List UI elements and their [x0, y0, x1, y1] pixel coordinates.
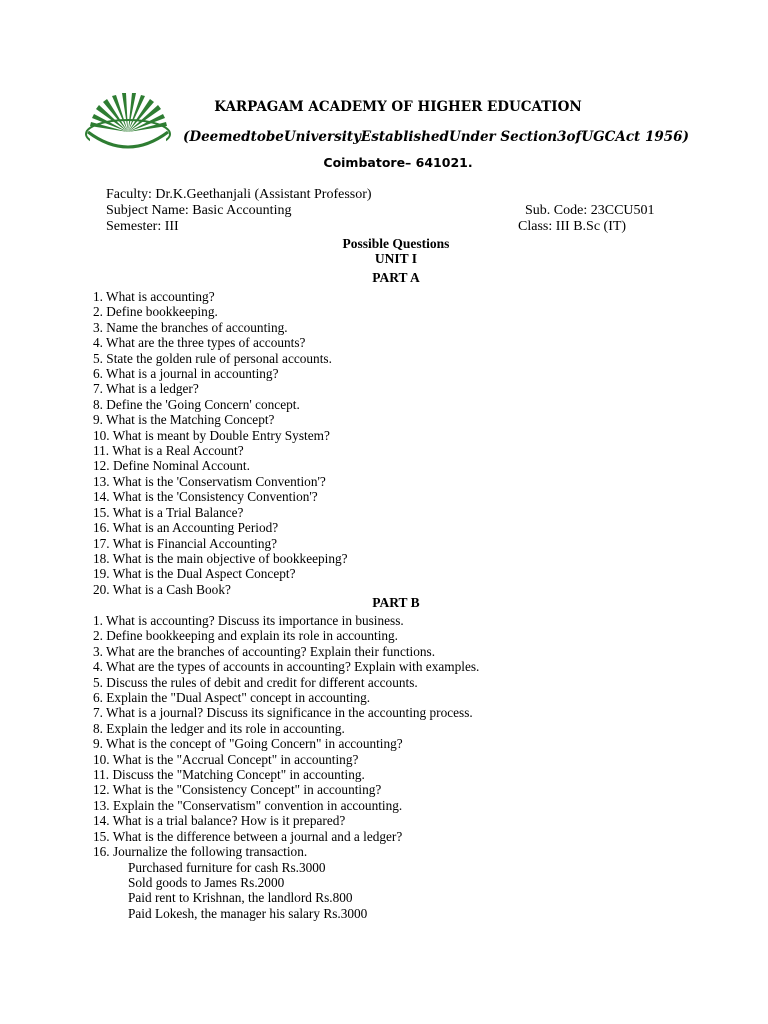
part-a-heading: PART A [372, 270, 420, 285]
list-item: 3. Name the branches of accounting. [93, 319, 288, 335]
transaction-item: Paid Lokesh, the manager his salary Rs.3000 [128, 905, 368, 921]
part-b-questions [93, 613, 479, 921]
list-item: 6. Explain the "Dual Aspect" concept in accounting. [93, 690, 371, 706]
list-item: 5. State the golden rule of personal accounts. [93, 350, 332, 366]
list-item: 7. What is a ledger? [93, 381, 199, 397]
subject-code: Sub. Code: 23CCU501 [525, 203, 655, 218]
list-item: 15. What is the difference between a journal and a ledger? [93, 828, 403, 844]
faculty-info: Faculty: Dr.K.Geethanjali (Assistant Professor) [106, 187, 372, 202]
list-item: 10. What is the "Accrual Concept" in accounting? [93, 751, 359, 767]
part-b-heading: PART B [372, 595, 420, 610]
list-item: 15. What is a Trial Balance? [93, 504, 244, 520]
institution-name: KARPAGAM ACADEMY OF HIGHER EDUCATION [214, 99, 582, 115]
list-item: 18. What is the main objective of bookkeeping? [93, 550, 348, 566]
list-item: 13. Explain the "Conservatism" convention in accounting. [93, 797, 403, 813]
transaction-list-container [93, 860, 479, 922]
list-item: 1. What is accounting? Discuss its importance in business. [93, 613, 404, 628]
list-item: 20. What is a Cash Book? [93, 581, 231, 597]
list-item: 6. What is a journal in accounting? [93, 366, 279, 382]
transaction-list [93, 860, 479, 922]
list-item: 17. What is Financial Accounting? [93, 535, 278, 551]
transaction-item: Purchased furniture for cash Rs.3000 [128, 859, 326, 875]
semester-info: Semester: III [106, 219, 179, 234]
list-item: 4. What are the three types of accounts? [93, 335, 306, 351]
list-item: 16. Journalize the following transaction. [93, 844, 308, 860]
list-item: 11. What is a Real Account? [93, 443, 244, 459]
list-item: 12. Define Nominal Account. [93, 458, 250, 474]
list-item: 1. What is accounting? [93, 289, 215, 304]
list-item: 13. What is the 'Conservatism Convention'? [93, 473, 326, 489]
list-item: 3. What are the branches of accounting? Explain their functions. [93, 643, 436, 659]
list-item: 4. What are the types of accounts in accounting? Explain with examples. [93, 659, 480, 675]
list-item: 8. Explain the ledger and its role in accounting. [93, 720, 345, 736]
list-item: 19. What is the Dual Aspect Concept? [93, 566, 296, 582]
list-item: 5. Discuss the rules of debit and credit for different accounts. [93, 674, 418, 690]
transaction-item: Paid rent to Krishnan, the landlord Rs.800 [128, 890, 353, 906]
list-item: 9. What is the concept of "Going Concern" in accounting? [93, 736, 403, 752]
part-a-questions [93, 289, 348, 597]
class-info: Class: III B.Sc (IT) [518, 219, 627, 234]
institution-city: Coimbatore– 641021. [323, 155, 473, 170]
possible-questions-heading: Possible Questions [342, 236, 450, 251]
list-item: 16. What is an Accounting Period? [93, 520, 279, 536]
list-item: 7. What is a journal? Discuss its significance in the accounting process. [93, 705, 473, 721]
institution-subtitle: (DeemedtobeUniversityEstablishedUnder Section3ofUGCAct 1956) [183, 129, 689, 145]
list-item: 10. What is meant by Double Entry System? [93, 427, 330, 443]
list-item: 14. What is the 'Consistency Convention'? [93, 489, 318, 505]
list-item: 2. Define bookkeeping. [93, 304, 218, 320]
list-item: 14. What is a trial balance? How is it prepared? [93, 813, 346, 829]
unit-heading: UNIT I [374, 251, 418, 266]
list-item: 9. What is the Matching Concept? [93, 412, 275, 428]
list-item: 11. Discuss the "Matching Concept" in accounting. [93, 767, 365, 783]
transaction-item: Sold goods to James Rs.2000 [128, 874, 285, 890]
list-item: 2. Define bookkeeping and explain its role in accounting. [93, 628, 399, 644]
list-item: 12. What is the "Consistency Concept" in accounting? [93, 782, 382, 798]
list-item: 8. Define the 'Going Concern' concept. [93, 396, 300, 412]
subject-name: Subject Name: Basic Accounting [106, 203, 292, 218]
